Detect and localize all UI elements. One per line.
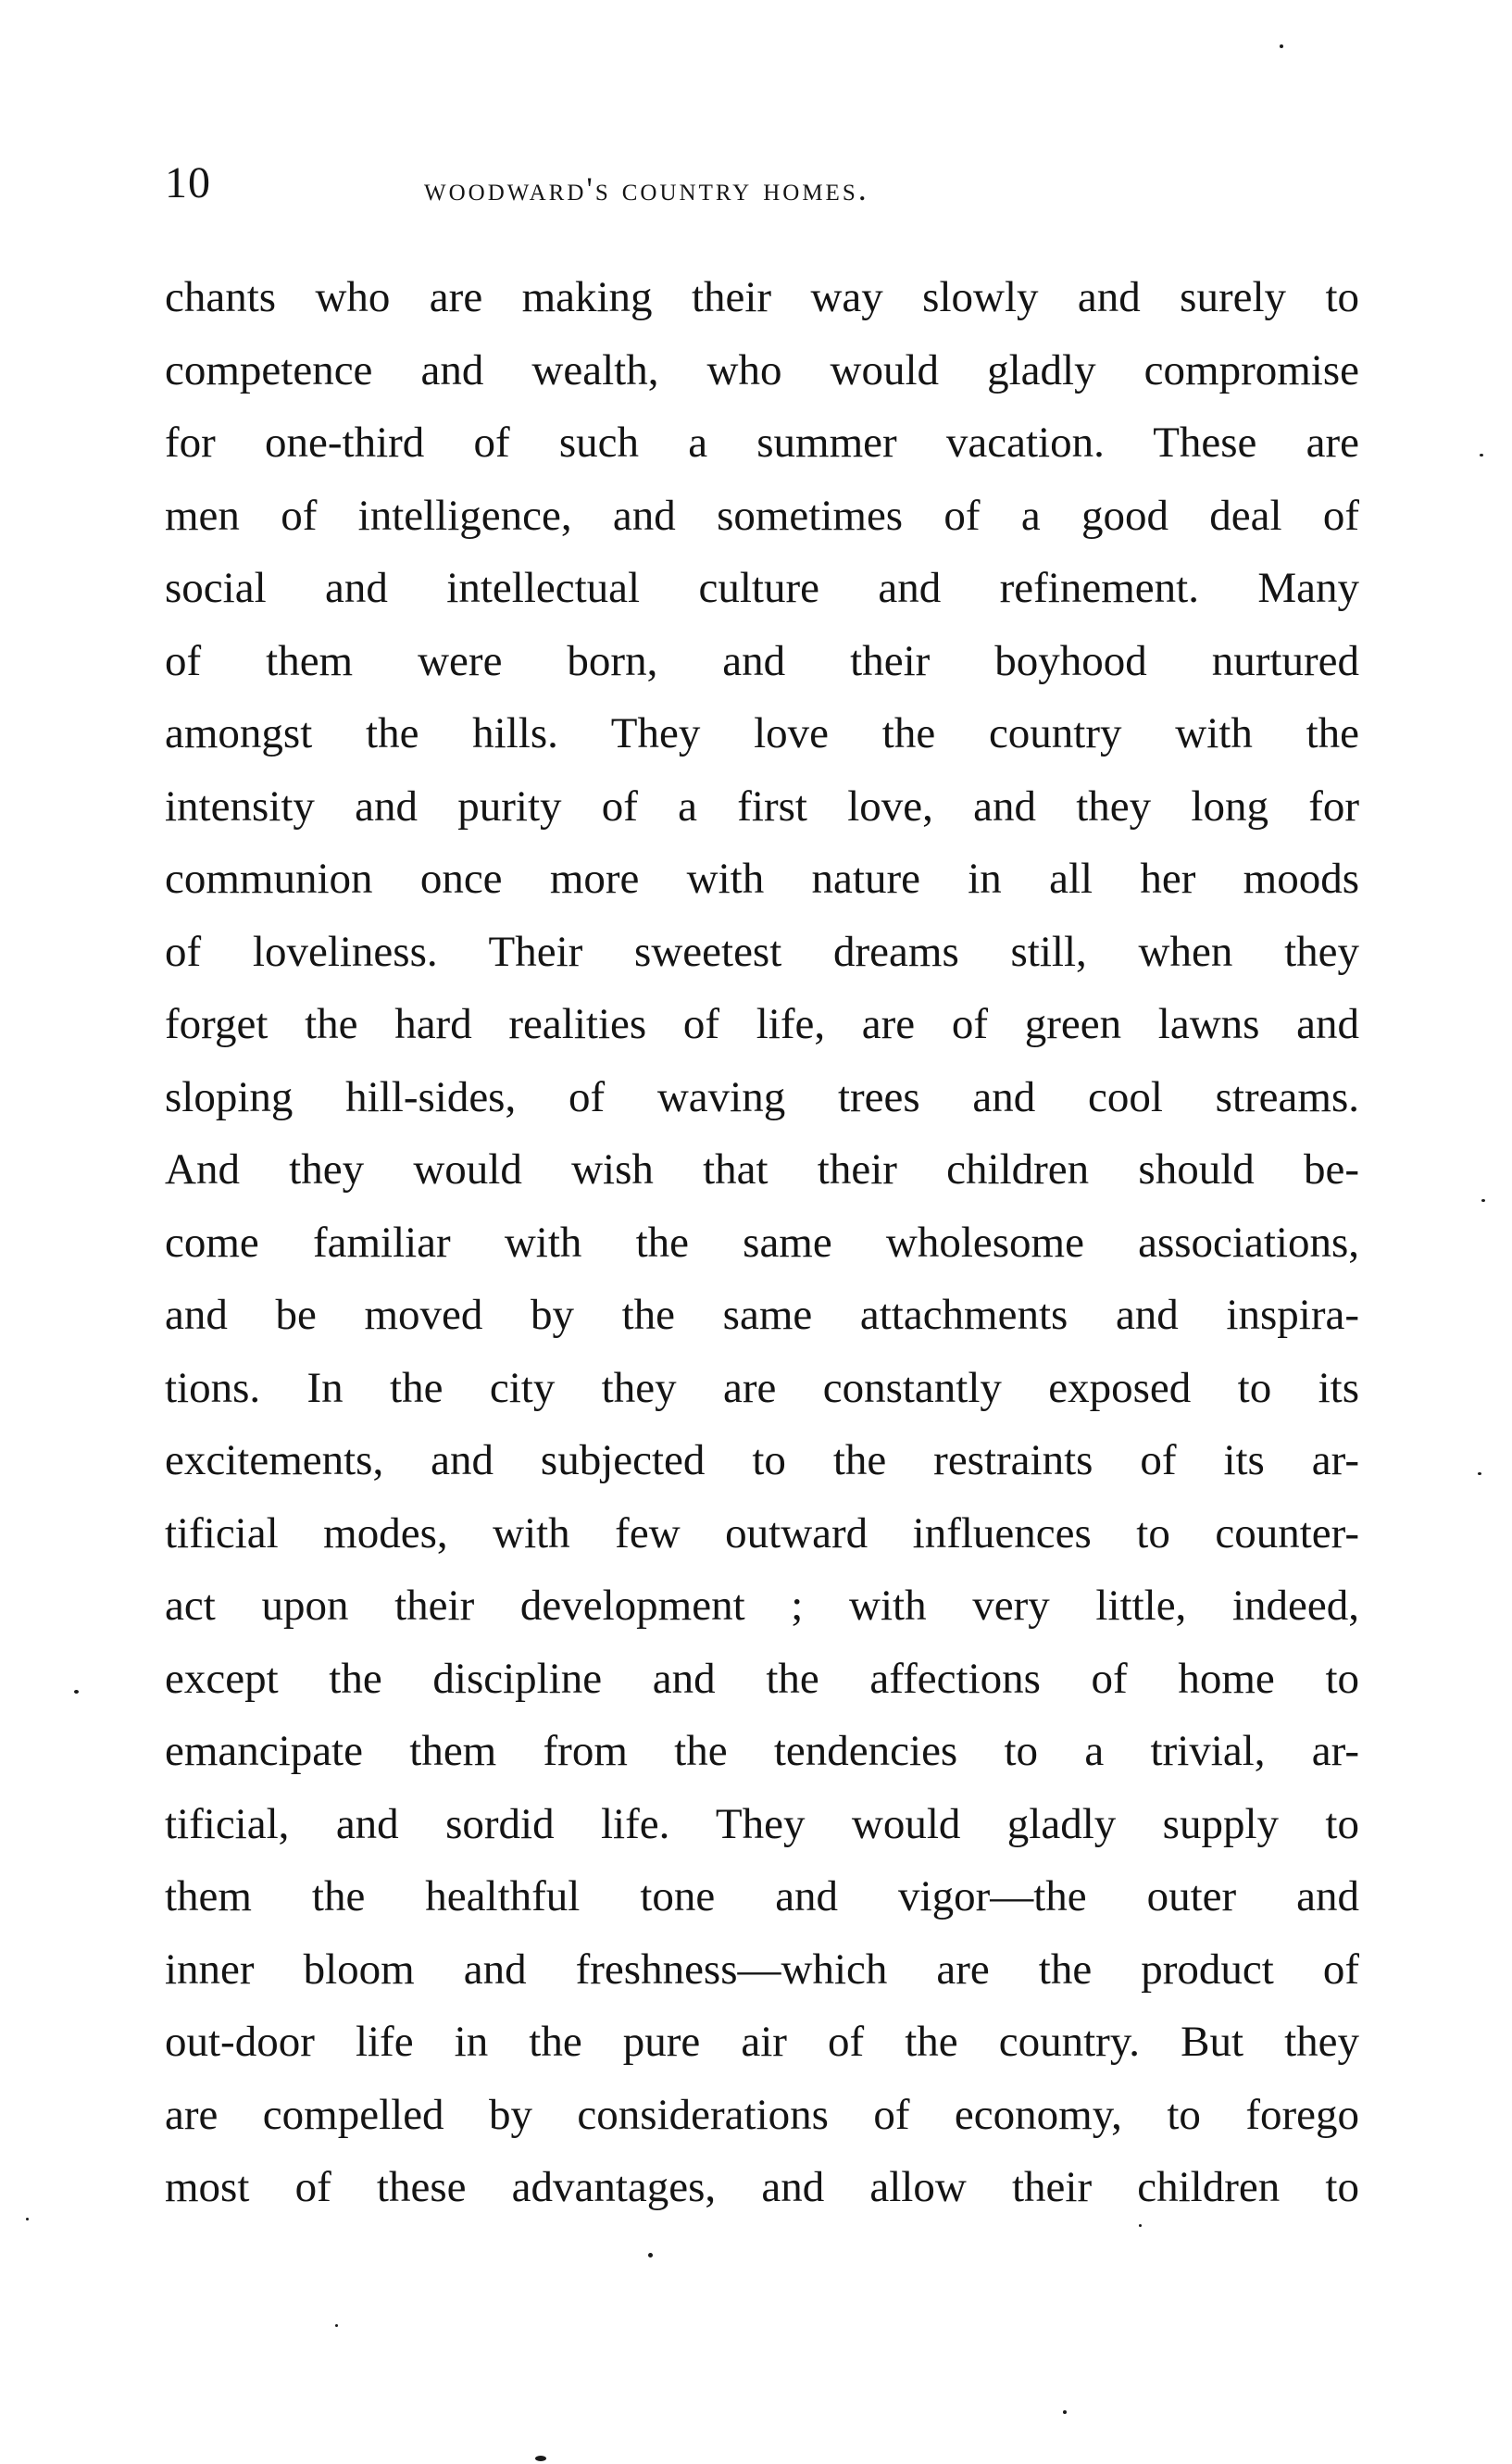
- text-line: communion once more with nature in all her moods: [165, 855, 1359, 903]
- text-line: and be moved by the same attachments and inspira-: [165, 1291, 1359, 1339]
- text-line: are compelled by considerations of economy, to forego: [165, 2090, 1359, 2139]
- text-line: tificial, and sordid life. They would gladly supply to: [165, 1799, 1359, 1848]
- text-line: men of intelligence, and sometimes of a good deal of: [165, 491, 1359, 540]
- running-head: [165, 156, 1359, 211]
- text-line: sloping hill-sides, of waving trees and cool streams.: [165, 1072, 1359, 1121]
- body-text: [165, 261, 1359, 2224]
- text-line: intensity and purity of a first love, and they long for: [165, 782, 1359, 831]
- scan-speck: [1063, 2410, 1067, 2414]
- scan-speck: [1480, 454, 1483, 457]
- scan-speck: [535, 2456, 546, 2461]
- text-line: except the discipline and the affections of home to: [165, 1654, 1359, 1703]
- text-line: of them were born, and their boyhood nurtured: [165, 636, 1359, 685]
- text-line: emancipate them from the tendencies to a trivial, ar-: [165, 1727, 1359, 1775]
- scan-speck: [1478, 1472, 1481, 1475]
- text-line: social and intellectual culture and refinement. Many: [165, 564, 1359, 612]
- text-line: for one-third of such a summer vacation. These are: [165, 419, 1359, 467]
- scan-speck: [74, 1690, 79, 1694]
- text-line: come familiar with the same wholesome associations,: [165, 1218, 1359, 1267]
- scan-speck: [1280, 44, 1283, 48]
- text-line: chants who are making their way slowly and surely to: [165, 273, 1359, 321]
- text-line: most of these advantages, and allow their children to: [165, 2163, 1359, 2211]
- text-line: amongst the hills. They love the country with the: [165, 709, 1359, 757]
- scan-speck: [26, 2218, 29, 2220]
- text-line: forget the hard realities of life, are of green lawns and: [165, 1000, 1359, 1048]
- text-line: tificial modes, with few outward influences to counter-: [165, 1508, 1359, 1557]
- text-line: them the healthful tone and vigor—the outer and: [165, 1872, 1359, 1920]
- scan-speck: [335, 2324, 338, 2327]
- text-line: act upon their development ; with very little, indeed,: [165, 1582, 1359, 1630]
- text-line: excitements, and subjected to the restraints of its ar-: [165, 1436, 1359, 1484]
- page-number: 10: [165, 158, 211, 207]
- scan-speck: [1481, 1199, 1485, 1202]
- text-line: inner bloom and freshness—which are the product of: [165, 1945, 1359, 1994]
- text-line: competence and wealth, who would gladly compromise: [165, 345, 1359, 394]
- running-title: woodward's country homes.: [424, 170, 869, 207]
- text-line: of loveliness. Their sweetest dreams still, when they: [165, 927, 1359, 976]
- text-line: tions. In the city they are constantly exposed to its: [165, 1363, 1359, 1412]
- scan-speck: [1139, 2224, 1142, 2227]
- scan-speck: [648, 2253, 653, 2258]
- text-line: And they would wish that their children should be-: [165, 1145, 1359, 1194]
- text-line: out-door life in the pure air of the country. But they: [165, 2018, 1359, 2066]
